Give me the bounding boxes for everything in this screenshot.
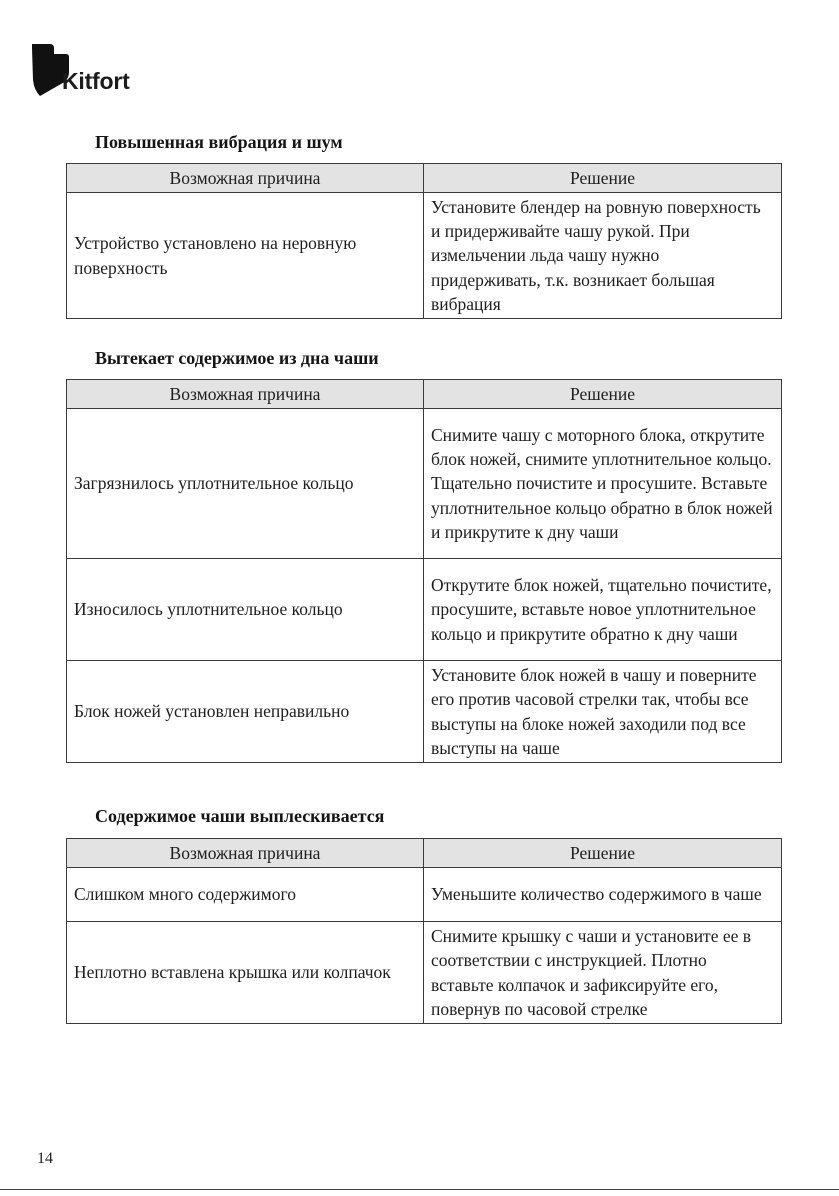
column-header-solution: Решение — [424, 164, 782, 193]
solution-cell: Установите блендер на ровную поверхность и придерживайте чашу рукой. При измельчении льда чашу нужно придерживать, т.к. возникает большая вибрация — [424, 193, 782, 319]
column-header-solution: Решение — [424, 839, 782, 868]
brand-logo — [30, 42, 170, 102]
solution-cell: Установите блок ножей в чашу и поверните его против часовой стрелки так, чтобы все выступы на блоке ножей заходили под все выступы на чаше — [424, 661, 782, 763]
table-row — [67, 868, 782, 922]
table-row — [67, 193, 782, 319]
solution-cell: Снимите крышку с чаши и установите ее в соответствии с инструкцией. Плотно вставьте колпачок и зафиксируйте его, повернув по часовой стрелке — [424, 922, 782, 1024]
table-row — [67, 661, 782, 763]
cause-cell: Загрязнилось уплотнительное кольцо — [67, 409, 424, 559]
solution-cell: Уменьшите количество содержимого в чаше — [424, 868, 782, 922]
section-title-leak: Вытекает содержимое из дна чаши — [95, 348, 379, 368]
troubleshooting-table-splash — [66, 838, 782, 1024]
table-row — [67, 922, 782, 1024]
column-header-solution: Решение — [424, 380, 782, 409]
section-title-vibration: Повышенная вибрация и шум — [95, 132, 343, 152]
troubleshooting-table-vibration — [66, 163, 782, 319]
troubleshooting-table-leak — [66, 379, 782, 763]
solution-cell: Снимите чашу с моторного блока, открутите блок ножей, снимите уплотнительное кольцо. Тщательно почистите и просушите. Вставьте уплотнительное кольцо обратно в блок ножей и прикрутите к дну чаши — [424, 409, 782, 559]
table-header-row — [67, 839, 782, 868]
column-header-cause: Возможная причина — [67, 839, 424, 868]
table-header-row — [67, 164, 782, 193]
bottom-divider — [0, 1189, 839, 1190]
table-row — [67, 559, 782, 661]
cause-cell: Износилось уплотнительное кольцо — [67, 559, 424, 661]
brand-name: Kitfort — [62, 68, 130, 94]
cause-cell: Устройство установлено на неровную поверхность — [67, 193, 424, 319]
table-header-row — [67, 380, 782, 409]
cause-cell: Неплотно вставлена крышка или колпачок — [67, 922, 424, 1024]
cause-cell: Слишком много содержимого — [67, 868, 424, 922]
solution-cell: Открутите блок ножей, тщательно почистите, просушите, вставьте новое уплотнительное кольцо и прикрутите обратно к дну чаши — [424, 559, 782, 661]
column-header-cause: Возможная причина — [67, 164, 424, 193]
table-row — [67, 409, 782, 559]
section-title-splash: Содержимое чаши выплескивается — [95, 806, 385, 826]
cause-cell: Блок ножей установлен неправильно — [67, 661, 424, 763]
column-header-cause: Возможная причина — [67, 380, 424, 409]
page-number: 14 — [37, 1150, 53, 1167]
